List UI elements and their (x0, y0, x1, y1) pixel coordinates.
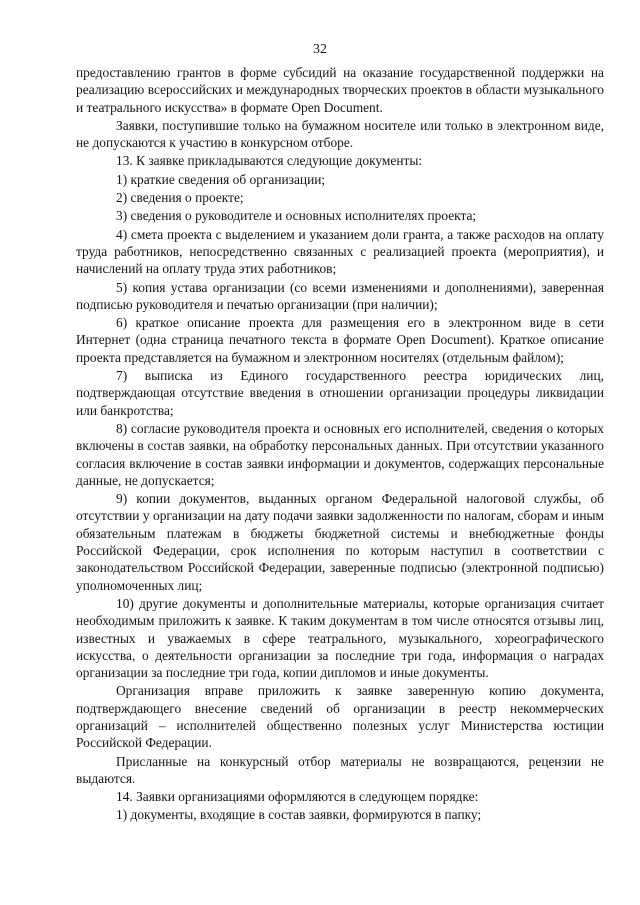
paragraph: 5) копия устава организации (со всеми изменениями и дополнениями), заверенная подписью руководителя и печатью организации (при наличии); (76, 279, 604, 312)
paragraph: 2) сведения о проекте; (116, 190, 244, 206)
paragraph: 6) краткое описание проекта для размещения его в электронном виде в сети Интернет (одна страница печатного текста в формате Open Document). Краткое описание проекта представляется на бумажном и электронном носителях (отдельным файлом); (76, 315, 604, 365)
page-number: 32 (313, 42, 327, 57)
paragraph: 1) документы, входящие в состав заявки, формируются в папку; (116, 807, 482, 823)
paragraph: 1) краткие сведения об организации; (116, 171, 326, 187)
paragraph: 8) согласие руководителя проекта и основных его исполнителей, сведения о которых включены в состав заявки, на обработку персональных данных. При отсутствии указанного согласия включение в состав заявки информации и документов, содержащих персональные данные, не допускается; (76, 420, 604, 488)
paragraph: 13. К заявке прикладываются следующие документы: (116, 153, 423, 169)
paragraph: предоставлению грантов в форме субсидий на оказание государственной поддержки на реализацию всероссийских и международных творческих проектов в области музыкального и театрального искусства» в формате Open Document. (76, 65, 604, 115)
paragraph: Присланные на конкурсный отбор материалы не возвращаются, рецензии не выдаются. (76, 753, 604, 786)
paragraph: Организация вправе приложить к заявке заверенную копию документа, подтверждающего внесение сведений об организации в реестр некоммерческих организаций – исполнителей общественно полезных услуг Министерства юстиции Российской Федерации. (76, 683, 604, 751)
paragraph: 9) копии документов, выданных органом Федеральной налоговой службы, об отсутствии у организации на дату подачи заявки задолженности по налогам, сборам и иным обязательным платежам в бюджеты бюджетной системы и внебюджетные фонды Российской Федерации, срок исполнения по которым наступил в соответствии с законодательством Российской Федерации, заверенные подписью (электронной подписью) уполномоченных лиц; (76, 491, 604, 593)
paragraph: 10) другие документы и дополнительные материалы, которые организация считает необходимым приложить к заявке. К таким документам в том числе относятся отзывы лиц, известных и уважаемых в сфере театрального, музыкального, хореографического искусства, о деятельности организации за последние три года, информация о наградах организации за последние три года, копии дипломов и иные документы. (76, 595, 604, 681)
document-body (76, 64, 604, 824)
paragraph: 14. Заявки организациями оформляются в следующем порядке: (116, 789, 479, 805)
paragraph: 4) смета проекта с выделением и указанием доли гранта, а также расходов на оплату труда работников, непосредственно связанных с реализацией проекта (мероприятия), и начислений на оплату труда этих работников; (76, 226, 604, 277)
paragraph: 3) сведения о руководителе и основных исполнителях проекта; (116, 208, 477, 224)
paragraph: Заявки, поступившие только на бумажном носителе или только в электронном виде, не допускаются к участию в конкурсном отборе. (76, 117, 604, 151)
paragraph: 7) выписка из Единого государственного реестра юридических лиц, подтверждающая отсутствие введения в отношении организации процедуры ликвидации или банкротства; (76, 368, 604, 418)
